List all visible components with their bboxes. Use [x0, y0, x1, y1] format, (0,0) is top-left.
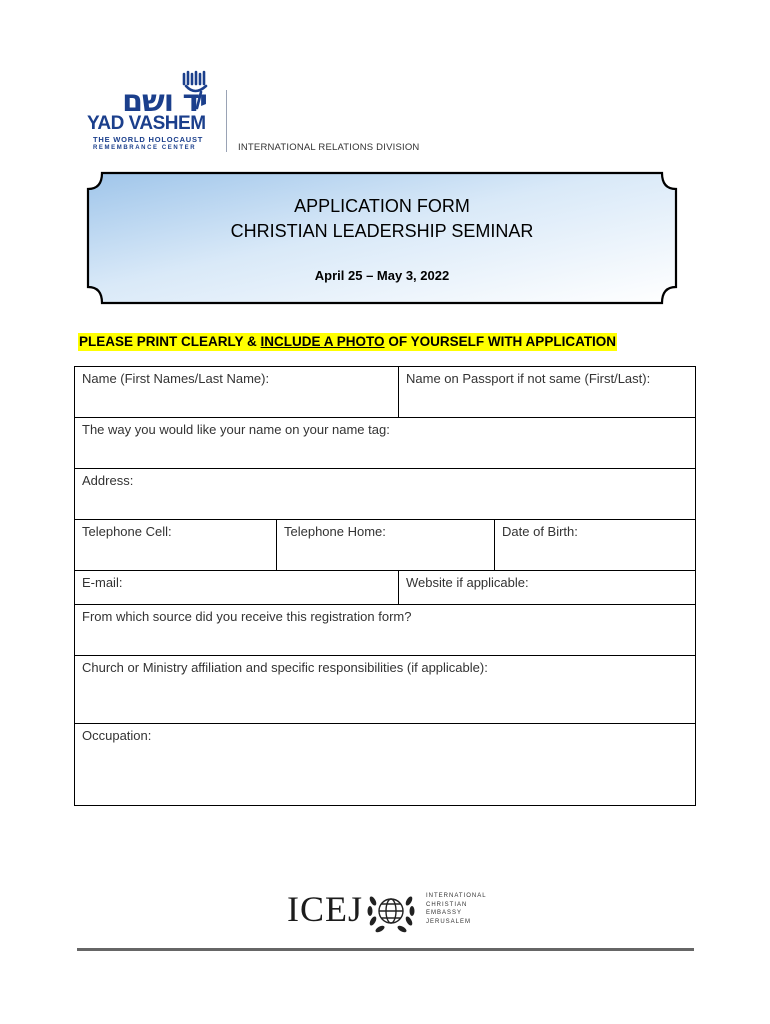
- occupation-field[interactable]: Occupation:: [75, 724, 696, 806]
- globe-wreath-icon: [363, 883, 419, 939]
- instruction-text: [78, 333, 617, 351]
- yad-vashem-name: YAD VASHEM: [87, 113, 206, 134]
- email-field[interactable]: E-mail:: [75, 571, 399, 605]
- instruction-photo-emphasis: INCLUDE A PHOTO: [260, 334, 385, 349]
- application-form-table: [74, 366, 696, 806]
- instruction-part-1: PLEASE PRINT CLEARLY &: [79, 334, 261, 349]
- icej-logo-text: ICEJ: [287, 889, 363, 929]
- menorah-icon: [181, 70, 211, 110]
- header-divider: [226, 90, 227, 152]
- division-name: INTERNATIONAL RELATIONS DIVISION: [238, 142, 420, 153]
- icej-line-2: CHRISTIAN: [426, 901, 468, 908]
- instruction-part-3: OF YOURSELF WITH APPLICATION: [384, 334, 617, 349]
- yad-vashem-subtitle-2: REMEMBRANCE CENTER: [93, 145, 197, 151]
- website-field[interactable]: Website if applicable:: [399, 571, 696, 605]
- seminar-title: CHRISTIAN LEADERSHIP SEMINAR: [230, 221, 534, 241]
- yad-vashem-subtitle-1: THE WORLD HOLOCAUST: [93, 135, 204, 144]
- icej-line-4: JERUSALEM: [426, 918, 472, 925]
- seminar-dates: April 25 – May 3, 2022: [314, 268, 450, 283]
- icej-line-3: EMBASSY: [426, 910, 463, 916]
- source-field[interactable]: From which source did you receive this registration form?: [75, 605, 696, 656]
- telephone-cell-field[interactable]: Telephone Cell:: [75, 520, 277, 571]
- telephone-home-field[interactable]: Telephone Home:: [277, 520, 495, 571]
- church-affiliation-field[interactable]: Church or Ministry affiliation and specific responsibilities (if applicable):: [75, 656, 696, 724]
- footer-rule: [77, 948, 694, 951]
- name-tag-field[interactable]: The way you would like your name on your name tag:: [75, 418, 696, 469]
- yad-vashem-hebrew-logo: יד ושם: [122, 84, 207, 119]
- address-field[interactable]: Address:: [75, 469, 696, 520]
- name-field[interactable]: Name (First Names/Last Name):: [75, 367, 399, 418]
- date-of-birth-field[interactable]: Date of Birth:: [495, 520, 696, 571]
- icej-name-block: [426, 892, 487, 926]
- icej-line-1: INTERNATIONAL: [426, 893, 487, 899]
- passport-name-field[interactable]: Name on Passport if not same (First/Last):: [399, 367, 696, 418]
- form-title: APPLICATION FORM: [294, 196, 470, 216]
